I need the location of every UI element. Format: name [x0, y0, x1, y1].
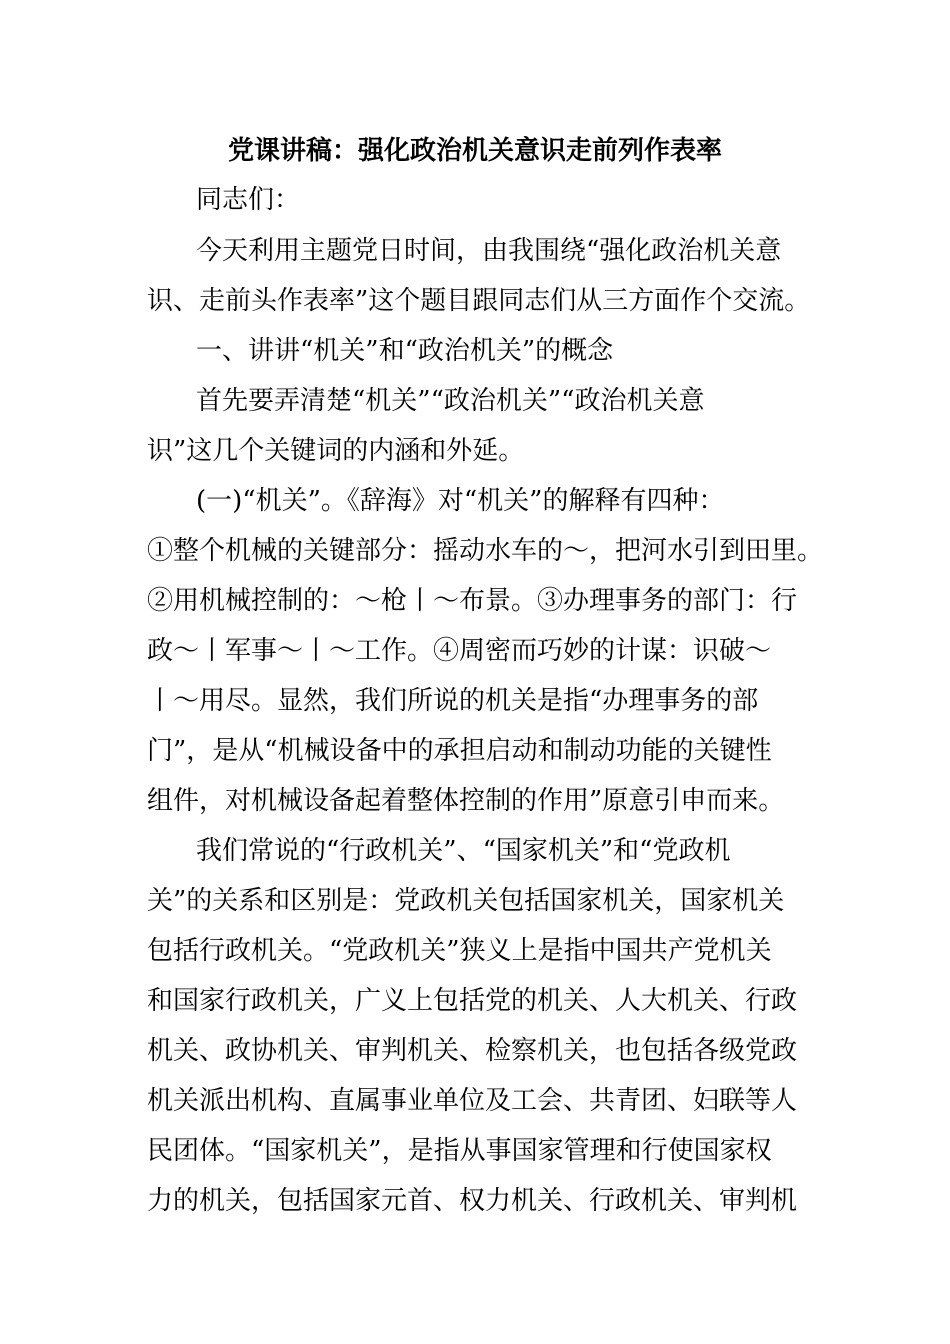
body-line: 包括行政机关。“党政机关”狭义上是指中国共产党机关: [147, 936, 772, 966]
subsection-line: (一)“机关”。《辞海》对“机关”的解释有四种：: [196, 486, 725, 516]
body-line: 我们常说的“行政机关”、“国家机关”和“党政机: [196, 836, 731, 866]
body-line: 今天利用主题党日时间，由我围绕“强化政治机关意: [196, 236, 782, 266]
body-line: 机关派出机构、直属事业单位及工会、共青团、妇联等人: [147, 1086, 798, 1116]
body-line: 民团体。“国家机关”，是指从事国家管理和行使国家权: [147, 1136, 772, 1166]
body-line: 关”的关系和区别是：党政机关包括国家机关，国家机关: [147, 886, 785, 916]
body-line: 识”这几个关键词的内涵和外延。: [147, 436, 525, 466]
body-line: 和国家行政机关，广义上包括党的机关、人大机关、行政: [147, 986, 798, 1016]
body-line: 组件，对机械设备起着整体控制的作用”原意引申而来。: [147, 786, 785, 816]
body-line: 丨～用尽。显然，我们所说的机关是指“办理事务的部: [147, 686, 759, 716]
body-line: ①整个机械的关键部分：摇动水车的～，把河水引到田里。: [147, 536, 824, 566]
body-line: 政～丨军事～丨～工作。④周密而巧妙的计谋：识破～: [147, 636, 772, 666]
body-line: 识、走前头作表率”这个题目跟同志们从三方面作个交流。: [147, 286, 811, 316]
body-line: 门”，是从“机械设备中的承担启动和制动功能的关键性: [147, 736, 772, 766]
body-line: ②用机械控制的：～枪丨～布景。③办理事务的部门：行: [147, 586, 798, 616]
body-line: 力的机关，包括国家元首、权力机关、行政机关、审判机: [147, 1186, 798, 1216]
salutation-line: 同志们：: [196, 185, 301, 215]
document-title: 党课讲稿：强化政治机关意识走前列作表率: [227, 136, 722, 166]
body-line: 首先要弄清楚“机关”“政治机关”“政治机关意: [196, 386, 705, 416]
section-heading: 一、讲讲“机关”和“政治机关”的概念: [196, 336, 614, 366]
body-line: 机关、政协机关、审判机关、检察机关，也包括各级党政: [147, 1036, 798, 1066]
